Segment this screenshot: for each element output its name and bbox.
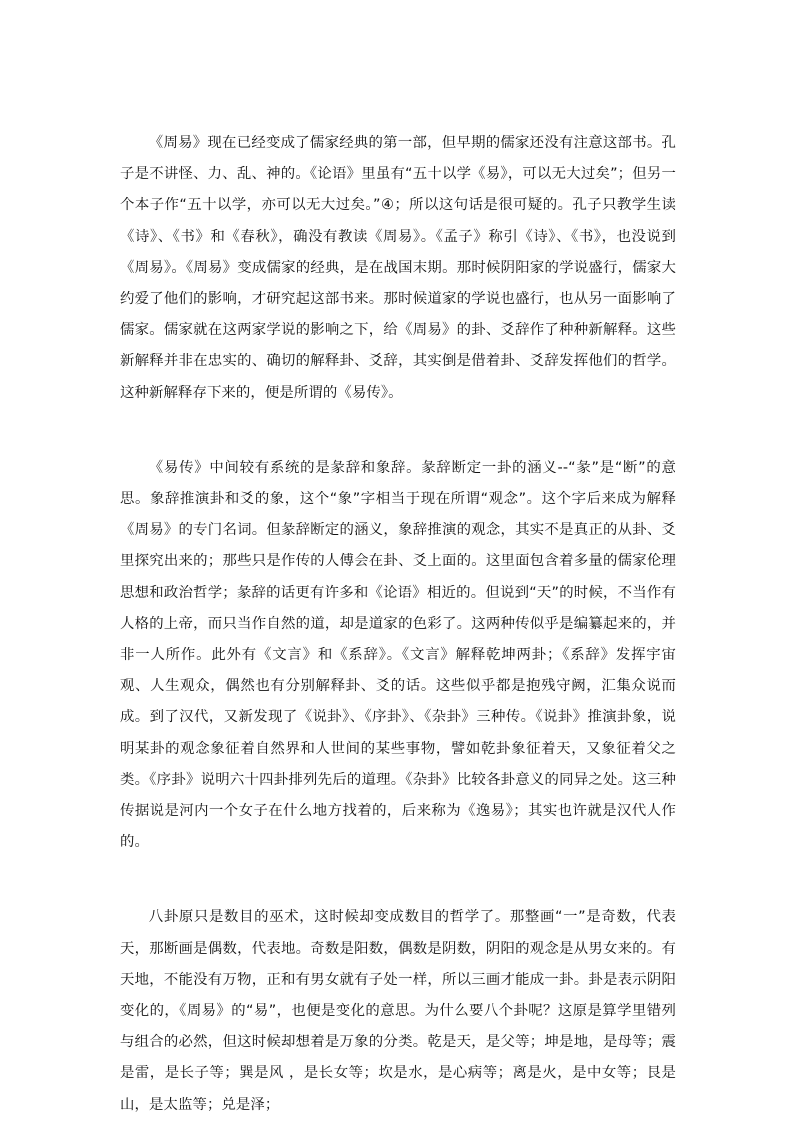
paragraph-yizhuan: 《易传》中间较有系统的是彖辞和象辞。彖辞断定一卦的涵义--“彖”是“断”的意思。象辞推演卦和爻的象，这个“象”字相当于现在所谓“观念”。这个字后来成为解释《周易》的专门名词。但彖辞断定的涵义，象辞推演的观念，其实不是真正的从卦、爻里探究出来的；那些只是作传的人傅会在卦、爻上面的。这里面包含着多量的儒家伦理思想和政治哲学；彖辞的话更有许多和《论语》相近的。但说到“天”的时候，不当作有人格的上帝，而只当作自然的道，却是道家的色彩了。这两种传似乎是编纂起来的，并非一人所作。此外有《文言》和《系辞》。《文言》解释乾坤两卦；《系辞》发挥宇宙观、人生观众，偶然也有分别解释卦、爻的话。这些似乎都是抱残守阙，汇集众说而成。到了汉代，又新发现了《说卦》、《序卦》、《杂卦》三种传。《说卦》推演卦象，说明某卦的观念象征着自然界和人世间的某些事物，譬如乾卦象征着天，又象征着父之类。《序卦》说明六十四卦排列先后的道理。《杂卦》比较各卦意义的同异之处。这三种传据说是河内一个女子在什么地方找着的，后来称为《逸易》；其实也许就是汉代人作的。 <box>120 459 676 851</box>
paragraph-bagua: 八卦原只是数目的巫术，这时候却变成数目的哲学了。那整画“一”是奇数，代表天，那断画是偶数，代表地。奇数是阳数，偶数是阴数，阴阳的观念是从男女来的。有天地，不能没有万物，正和有男女就有子处一样，所以三画才能成一卦。卦是表示阴阳变化的，《周易》的“易”，也便是变化的意思。为什么要八个卦呢？这原是算学里错列与组合的必然，但这时候却想着是万象的分类。乾是天，是父等；坤是地，是母等；震是雷，是长子等；巽是风 ，是长女等；坎是水，是心病等；离是火，是中女等；艮是山，是太监等；兑是泽； <box>120 909 676 1113</box>
document-body <box>120 128 676 1121</box>
paragraph-zhouyi-confucianism: 《周易》现在已经变成了儒家经典的第一部，但早期的儒家还没有注意这部书。孔子是不讲怪、力、乱、神的。《论语》里虽有“五十以学《易》，可以无大过矣”；但另一个本子作“五十以学，亦可以无大过矣。”④；所以这句话是很可疑的。孔子只教学生读《诗》、《书》和《春秋》，确没有教读《周易》。《孟子》称引《诗》、《书》，也没说到《周易》。《周易》变成儒家的经典，是在战国末期。那时候阴阳家的学说盛行，儒家大约爱了他们的影响，才研究起这部书来。那时候道家的学说也盛行，也从另一面影响了儒家。儒家就在这两家学说的影响之下，给《周易》的卦、爻辞作了种种新解释。这些新解释并非在忠实的、确切的解释卦、爻辞，其实倒是借着卦、爻辞发挥他们的哲学。这种新解释存下来的，便是所谓的《易传》。 <box>120 135 676 401</box>
